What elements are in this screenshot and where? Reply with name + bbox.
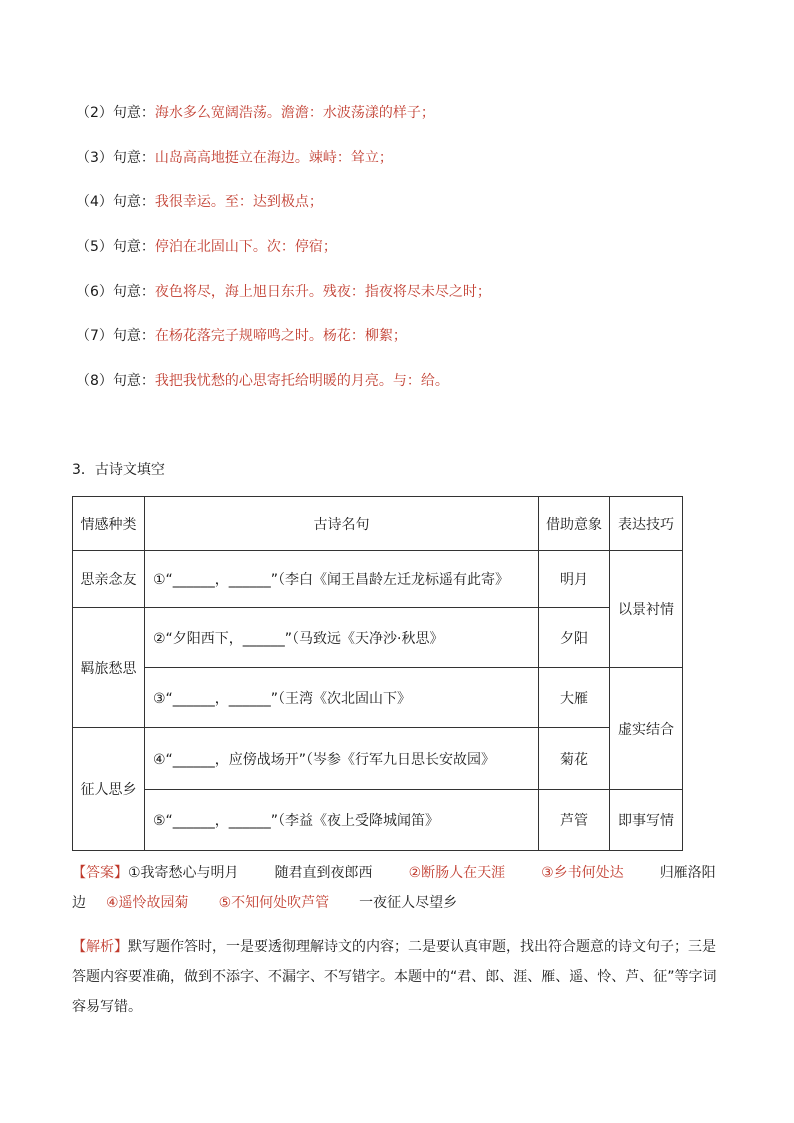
quote-cell: ①“______，______”（李白《闻王昌龄左迁龙标遥有此寄》	[145, 551, 539, 608]
image-cell: 菊花	[539, 728, 610, 790]
emotion-cell: 征人思乡	[73, 728, 145, 851]
sentence-meanings	[76, 102, 491, 415]
table-row	[73, 668, 683, 728]
answer-item: 归雁洛阳	[659, 865, 716, 881]
quote-cell: ⑤“______，______”（李益《夜上受降城闻笛》	[145, 790, 539, 851]
answer-item: ②断肠人在天涯	[408, 865, 506, 881]
answer-item: 随君直到夜郎西	[274, 865, 373, 881]
answer-item: ③乡书何处达	[541, 865, 624, 881]
quote-cell: ④“______，应傍战场开”（岑参《行军九日思长安故园》	[145, 728, 539, 790]
header-technique: 表达技巧	[610, 497, 683, 551]
poem-table	[72, 496, 683, 851]
table-row	[73, 608, 683, 668]
quote-cell: ③“______，______”（王湾《次北固山下》	[145, 668, 539, 728]
meaning-line: （3）句意：山岛高高地挺立在海边。竦峙：耸立；	[76, 149, 393, 166]
header-emotion: 情感种类	[73, 497, 145, 551]
answer-item: ①我寄愁心与明月	[128, 865, 239, 881]
image-cell: 明月	[539, 551, 610, 608]
analysis-block	[72, 932, 722, 1022]
emotion-cell: 思亲念友	[73, 551, 145, 608]
analysis-text: 默写题作答时，一是要透彻理解诗文的内容；二是要认真审题，找出符合题意的诗文句子；三是答题内容要准确，做到不添字、不漏字、不写错字。本题中的“君、郎、涯、雁、遥、怜、芦、征”等字词容易写错。	[72, 939, 717, 1015]
technique-cell: 虚实结合	[610, 668, 683, 790]
table-row	[73, 790, 683, 851]
table-row	[73, 728, 683, 790]
table-header-row	[73, 497, 683, 551]
meaning-line: （6）句意：夜色将尽，海上旭日东升。残夜：指夜将尽未尽之时；	[76, 283, 491, 300]
answer-tag: 【答案】	[72, 865, 128, 881]
header-quote: 古诗名句	[145, 497, 539, 551]
technique-cell: 即事写情	[610, 790, 683, 851]
meaning-line: （5）句意：停泊在北固山下。次：停宿；	[76, 239, 337, 256]
section-title: 3．古诗文填空	[72, 462, 165, 478]
meaning-line: （8）句意：我把我忧愁的心思寄托给明暖的月亮。与：给。	[76, 373, 449, 390]
emotion-cell: 羁旅愁思	[73, 608, 145, 728]
technique-cell: 以景衬情	[610, 551, 683, 668]
quote-cell: ②“夕阳西下，______”（马致远《天净沙·秋思》	[145, 608, 539, 668]
meaning-line: （2）句意：海水多么宽阔浩荡。澹澹：水波荡漾的样子；	[76, 105, 435, 121]
meaning-line: （4）句意：我很幸运。至：达到极点；	[76, 194, 323, 211]
answer-item: 边	[72, 895, 86, 911]
image-cell: 芦管	[539, 790, 610, 851]
image-cell: 大雁	[539, 668, 610, 728]
answer-block	[72, 858, 722, 918]
answer-item: ⑤不知何处吹芦管	[218, 895, 330, 911]
answer-item: 一夜征人尽望乡	[359, 895, 458, 911]
analysis-tag: 【解析】	[72, 939, 128, 955]
meaning-line: （7）句意：在杨花落完子规啼鸣之时。杨花：柳絮；	[76, 328, 407, 345]
image-cell: 夕阳	[539, 608, 610, 668]
answer-item: ④遥怜故园菊	[106, 895, 189, 911]
table-row	[73, 551, 683, 608]
header-image: 借助意象	[539, 497, 610, 551]
